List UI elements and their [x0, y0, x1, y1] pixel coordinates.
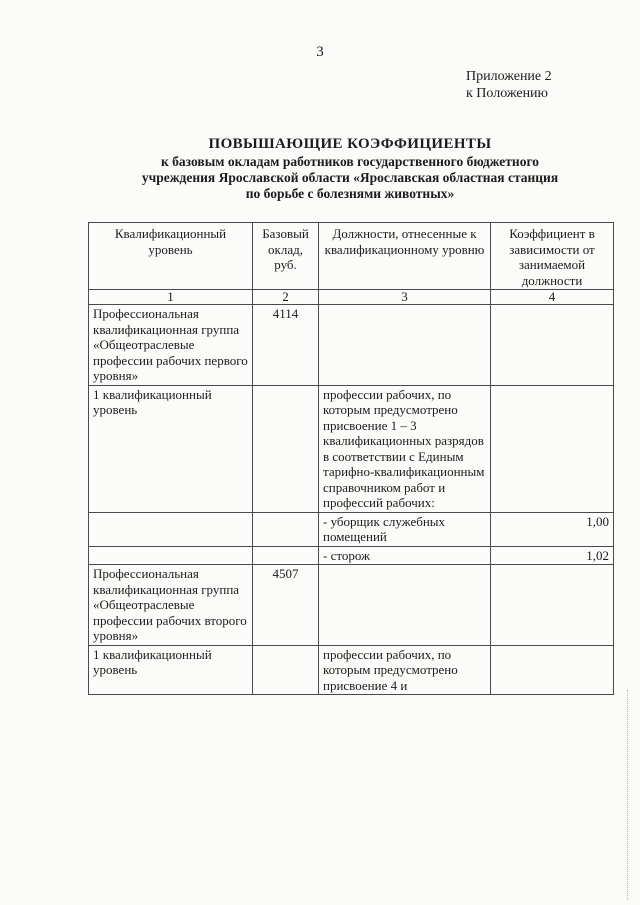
header-salary: Базовый оклад, руб.: [253, 223, 319, 290]
cell-level: Профессиональная квалификационная группа «Общеотраслевые профессии рабочих первого уровня»: [89, 305, 253, 386]
cell-salary: [253, 546, 319, 565]
table-row: [89, 305, 614, 386]
cell-level: [89, 512, 253, 546]
cell-positions: - уборщик служебных помещений: [319, 512, 491, 546]
cell-level: Профессиональная квалификационная группа «Общеотраслевые профессии рабочих второго уровня»: [89, 565, 253, 646]
cell-coefficient: [491, 305, 614, 386]
title-line-1: к базовым окладам работников государственного бюджетного: [161, 154, 539, 169]
header-level: Квалификационный уровень: [89, 223, 253, 290]
title-line-2: учреждения Ярославской области «Ярославская областная станция: [141, 170, 559, 185]
cell-level: 1 квалификационный уровень: [89, 645, 253, 695]
title-line-3: по борьбе с болезнями животных»: [245, 186, 455, 201]
coefficients-table: [88, 222, 614, 695]
header-coefficient: Коэффициент в зависимости от занимаемой должности: [491, 223, 614, 290]
cell-coefficient: 1,02: [491, 546, 614, 565]
column-number: 3: [319, 290, 491, 305]
table-header-row: [89, 223, 614, 290]
appendix-note: [466, 68, 552, 102]
cell-salary: [253, 385, 319, 512]
cell-coefficient: [491, 565, 614, 646]
cell-level: 1 квалификационный уровень: [89, 385, 253, 512]
cell-coefficient: [491, 645, 614, 695]
cell-positions: - сторож: [319, 546, 491, 565]
appendix-line-2: к Положению: [466, 86, 549, 101]
column-number: 4: [491, 290, 614, 305]
cell-salary: [253, 645, 319, 695]
cell-positions: [319, 305, 491, 386]
cell-positions: профессии рабочих, по которым предусмотрено присвоение 4 и: [319, 645, 491, 695]
table-row: [89, 546, 614, 565]
cell-salary: 4114: [253, 305, 319, 386]
table-row: [89, 645, 614, 695]
header-positions: Должности, отнесенные к квалификационному уровню: [319, 223, 491, 290]
table-row: [89, 565, 614, 646]
column-number: 1: [89, 290, 253, 305]
cell-level: [89, 546, 253, 565]
appendix-line-1: Приложение 2: [466, 69, 552, 84]
cell-positions: [319, 565, 491, 646]
table-row: [89, 385, 614, 512]
scan-margin-mark: [627, 690, 636, 900]
document-title: [60, 135, 640, 202]
page-number: 3: [316, 44, 324, 60]
cell-salary: 4507: [253, 565, 319, 646]
cell-positions: профессии рабочих, по которым предусмотрено присвоение 1 – 3 квалификационных разрядов в соответствии с Единым тарифно-квалификационным справочником работ и профессий рабочих:: [319, 385, 491, 512]
title-main: ПОВЫШАЮЩИЕ КОЭФФИЦИЕНТЫ: [208, 136, 492, 152]
table-row: [89, 512, 614, 546]
column-number: 2: [253, 290, 319, 305]
cell-coefficient: 1,00: [491, 512, 614, 546]
column-number-row: [89, 290, 614, 305]
cell-salary: [253, 512, 319, 546]
cell-coefficient: [491, 385, 614, 512]
